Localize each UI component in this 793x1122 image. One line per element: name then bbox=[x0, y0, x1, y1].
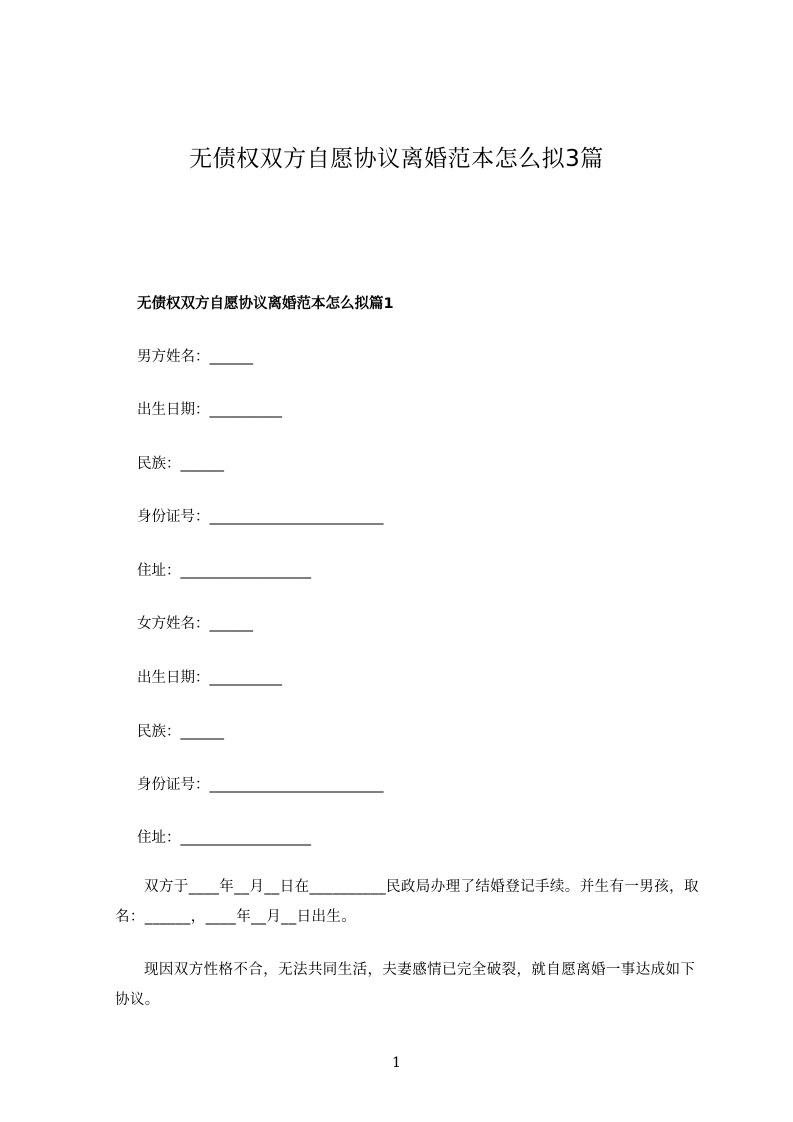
field-female-name: 女方姓名：______ bbox=[137, 616, 253, 632]
document-title: 无债权双方自愿协议离婚范本怎么拟3篇 bbox=[189, 146, 604, 172]
field-male-birth-date: 出生日期：__________ bbox=[137, 402, 282, 418]
field-male-address: 住址：__________________ bbox=[137, 563, 311, 579]
field-female-address: 住址：__________________ bbox=[137, 830, 311, 846]
field-female-birth-date: 出生日期：__________ bbox=[137, 670, 282, 686]
section-heading: 无债权双方自愿协议离婚范本怎么拟篇1 bbox=[137, 296, 394, 312]
field-male-name: 男方姓名：______ bbox=[137, 349, 253, 365]
field-female-id-number: 身份证号：________________________ bbox=[137, 777, 384, 793]
paragraph-divorce-agreement: 现因双方性格不合，无法共同生活，夫妻感情已完全破裂，就自愿离婚一事达成如下协议。 bbox=[115, 962, 696, 1008]
field-male-id-number: 身份证号：________________________ bbox=[137, 509, 384, 525]
field-female-ethnicity: 民族：______ bbox=[137, 724, 224, 740]
field-male-ethnicity: 民族：______ bbox=[137, 456, 224, 472]
paragraph-marriage-registration: 双方于____年__月__日在__________民政局办理了结婚登记手续。并生有一男孩，取名：______，____年__月__日出生。 bbox=[115, 879, 699, 925]
page-number: 1 bbox=[392, 1055, 401, 1071]
